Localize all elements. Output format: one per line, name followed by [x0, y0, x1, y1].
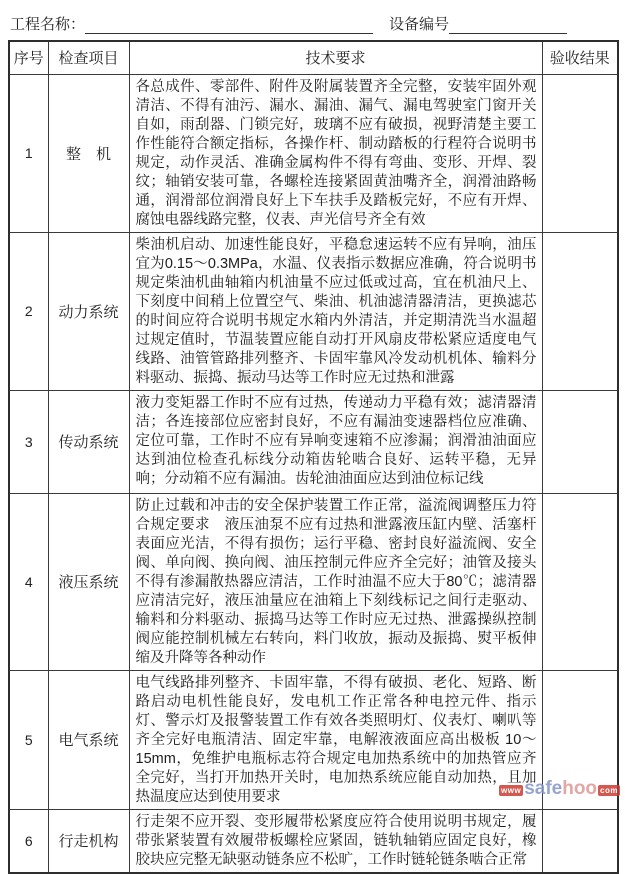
watermark-hoo-text: hoo [562, 778, 598, 799]
table-row [9, 390, 618, 493]
technical-requirements: 电气线路排列整齐、卡固牢靠，不得有破损、老化、短路、断路启动电机性能良好，发电机工作正常各种电控元件、指示灯、警示灯及报警装置工作有效各类照明灯、仪表灯、喇叭等齐全完好电瓶清洁、固定牢靠，电解液液面应高出极板 10～15mm，免维护电瓶标志符合规定电加热系统中的加热管应齐全完好，当打开加热开关时，电加热系统应能自动加热，且加热温度应达到使用要求 [129, 670, 542, 809]
form-header [0, 0, 625, 40]
technical-requirements: 柴油机启动、加速性能良好，平稳怠速运转不应有异响，油压宜为0.15～0.3MPa，水温、仪表指示数据应准确，符合说明书规定柴油机曲轴箱内机油量不应过低或过高，宜在机油尺上、下刻度中间稍上位置空气、柴油、机油滤清器清洁，更换滤芯的时间应符合说明书规定水箱内外清洁，并定期清洗当水温超过规定值时，节温装置应能自动打开风扇皮带松紧应适度电气线路、油管管路排列整齐、卡固牢靠风冷发动机机体、输料分料驱动、振捣、振动马达等工作时应无过热和泄露 [129, 232, 542, 390]
row-number: 2 [9, 232, 48, 390]
table-row [9, 232, 618, 390]
inspection-item: 传动系统 [48, 390, 129, 493]
device-number-label: 设备编号 [389, 16, 450, 33]
table-row [9, 670, 618, 809]
table-header-row [9, 41, 618, 74]
technical-requirements: 液力变矩器工作时不应有过热，传递动力平稳有效；滤清器清洁；各连接部位应密封良好，不应有漏油变速器档位应准确、定位可靠，工作时不应有异响变速箱不应渗漏；润滑油油面应达到油位检查孔标线分动箱齿轮啮合良好、运转平稳，无异响；分动箱不应有漏油。齿轮油油面应达到油位标记线 [129, 390, 542, 493]
project-name-blank-line [85, 17, 373, 34]
column-header-serial: 序号 [9, 41, 48, 74]
watermark-safe-text: safe [524, 778, 563, 799]
inspection-item: 液压系统 [48, 493, 129, 670]
row-number: 6 [9, 809, 48, 873]
inspection-item: 动力系统 [48, 232, 129, 390]
watermark-com-badge: com [600, 786, 618, 795]
device-number-blank-line [449, 17, 567, 34]
column-header-requirements: 技术要求 [129, 41, 542, 74]
acceptance-result-cell [542, 74, 618, 232]
table-row [9, 809, 618, 873]
project-name-label: 工程名称： [10, 16, 86, 33]
acceptance-result-cell [542, 809, 618, 873]
row-number: 4 [9, 493, 48, 670]
acceptance-result-cell [542, 670, 618, 809]
table-row [9, 74, 618, 232]
inspection-item: 行走机构 [48, 809, 129, 873]
row-number: 5 [9, 670, 48, 809]
watermark-www-badge: www [501, 786, 522, 795]
inspection-table [8, 40, 619, 874]
table-row [9, 493, 618, 670]
row-number: 1 [9, 74, 48, 232]
technical-requirements: 防止过载和冲击的安全保护装置工作正常，溢流阀调整压力符合规定要求 液压油泵不应有过热和泄露液压缸内壁、活塞杆表面应光洁，不得有损伤；运行平稳、密封良好溢流阀、安全阀、单向阀、换向阀、油压控制元件应齐全完好；油管及接头不得有渗漏散热器应清洁，工作时油温不应大于80℃；滤清器应清洁完好，液压油量应在油箱上下刻线标记之间行走驱动、输料和分料驱动、振捣马达等工作时应无过热、泄露操纵控制阀应能控制机械左右转向，料门收放，振动及振捣、熨平板伸缩及升降等各种动作 [129, 493, 542, 670]
acceptance-result-cell [542, 232, 618, 390]
technical-requirements: 行走架不应开裂、变形履带松紧度应符合使用说明书规定，履带张紧装置有效履带板螺栓应紧固，链轨轴销应固定良好，橡胶块应完整无缺驱动链条应不松旷，工作时链轮链条啮合正常 [129, 809, 542, 873]
acceptance-result-cell [542, 390, 618, 493]
column-header-result: 验收结果 [542, 41, 618, 74]
row-number: 3 [9, 390, 48, 493]
inspection-item: 电气系统 [48, 670, 129, 809]
inspection-item: 整 机 [48, 74, 129, 232]
column-header-item: 检查项目 [48, 41, 129, 74]
technical-requirements: 各总成件、零部件、附件及附属装置齐全完整，安装牢固外观清洁、不得有油污、漏水、漏油、漏气、漏电驾驶室门窗开关自如，雨刮器、门锁完好，玻璃不应有破损，视野清楚主要工作性能符合额定指标，各操作杆、制动踏板的行程符合说明书规定，动作灵活、准确金属构件不得有弯曲、变形、开焊、裂纹；轴销安装可靠，各螺栓连接紧固黄油嘴齐全，润滑油路畅通，润滑部位润滑良好上下车扶手及踏板完好，不应有开焊、腐蚀电器线路完整，仪表、声光信号齐全有效 [129, 74, 542, 232]
acceptance-result-cell [542, 493, 618, 670]
